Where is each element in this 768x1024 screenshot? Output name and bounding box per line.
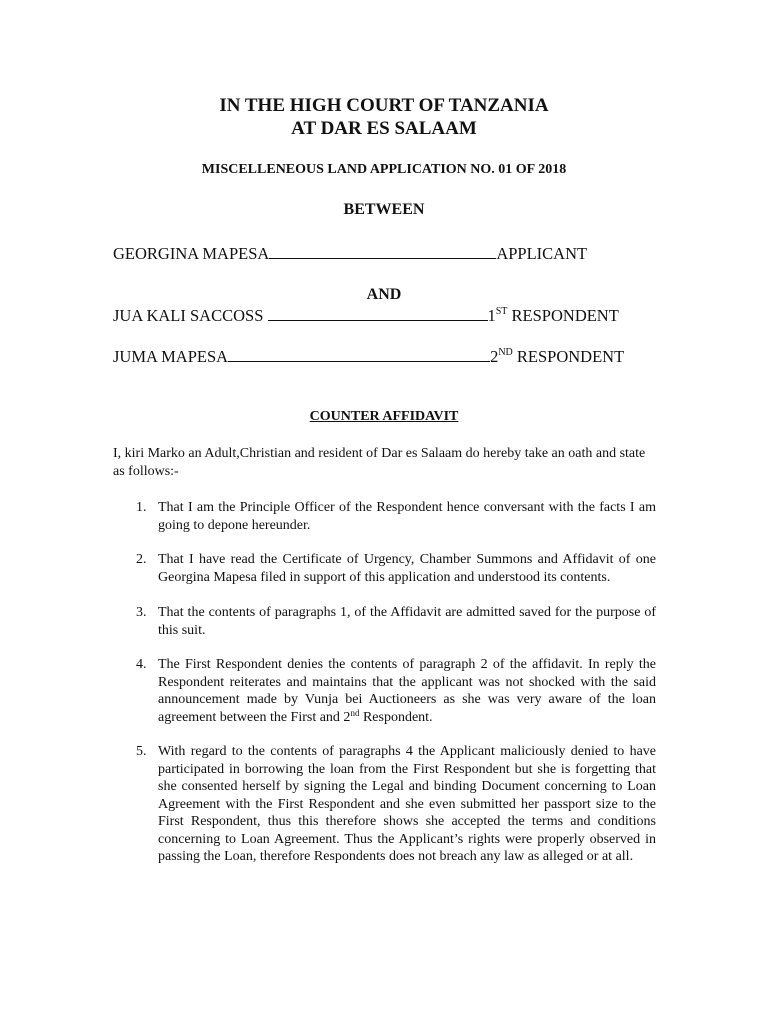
affidavit-paragraph-list [113,499,656,866]
first-respondent-ordinal-suffix: ST [495,306,508,317]
paragraph-text: That the contents of paragraphs 1, of the Affidavit are admitted saved for the purpose of this suit. [158,605,656,638]
first-respondent-line [113,305,619,326]
affidavit-intro: I, kiri Marko an Adult,Christian and resident of Dar es Salaam do hereby take an oath and state as follows:- [113,446,646,479]
paragraph-text: That I am the Principle Officer of the Respondent hence conversant with the facts I am going to depone hereunder. [158,500,656,533]
court-location-heading: AT DAR ES SALAAM [291,118,477,139]
paragraph-number: 1. [136,500,147,515]
paragraph-number: 3. [136,605,147,620]
applicant-name: GEORGINA MAPESA [113,244,270,263]
paragraph-number: 4. [136,657,147,672]
affidavit-paragraph [113,499,656,534]
first-respondent-role: RESPONDENT [511,306,619,325]
court-name-heading: IN THE HIGH COURT OF TANZANIA [219,95,549,116]
application-number: MISCELLENEOUS LAND APPLICATION NO. 01 OF 2018 [201,162,567,177]
second-respondent-line [113,346,624,367]
applicant-role: APPLICANT [496,244,588,263]
paragraph-number: 5. [136,744,147,759]
affidavit-paragraph [113,656,656,726]
second-respondent-role: RESPONDENT [516,347,625,366]
applicant-line [113,243,587,264]
paragraph-number: 2. [136,552,147,567]
second-respondent-name: JUMA MAPESA [113,347,229,366]
paragraph-text: That I have read the Certificate of Urgency, Chamber Summons and Affidavit of one Georgina Mapesa filed in support of this application and understood its contents. [158,552,656,585]
second-respondent-ordinal: 2 [490,347,499,366]
affidavit-paragraph [113,551,656,586]
between-heading: BETWEEN [343,201,425,218]
counter-affidavit-title: COUNTER AFFIDAVIT [309,409,459,424]
paragraph-text: The First Respondent denies the contents of paragraph 2 of the affidavit. In reply the Respondent reiterates and maintains that the applicant was not shocked with the said announcement made by Vunja bei Auctioneers as she was very aware of the loan agreement between the First and 2 [158,657,656,725]
second-respondent-ordinal-suffix: ND [498,347,513,358]
paragraph-text-tail: Respondent. [359,709,433,725]
affidavit-paragraph [113,743,656,866]
paragraph-text: With regard to the contents of paragraphs 4 the Applicant maliciously denied to have participated in borrowing the loan from the First Respondent but she is forgetting that she consented herself by signing the Legal and binding Document concerning to Loan Agreement with the First Respondent and she even submitted her passport size to the First Respondent, thus this therefore shows she accepted the terms and conditions concerning to Loan Agreement. Thus the Applicant’s rights were properly observed in passing the Loan, therefore Respondents does not breach any law as alleged or at all. [158,744,656,864]
paragraph-ordinal-suffix: nd [350,707,360,718]
first-respondent-name: JUA KALI SACCOSS [113,306,264,325]
first-respondent-underline [268,305,488,321]
applicant-underline [269,243,496,259]
first-respondent-ordinal: 1 [487,306,496,325]
second-respondent-underline [228,346,490,362]
affidavit-paragraph [113,604,656,639]
and-separator: AND [366,286,402,303]
